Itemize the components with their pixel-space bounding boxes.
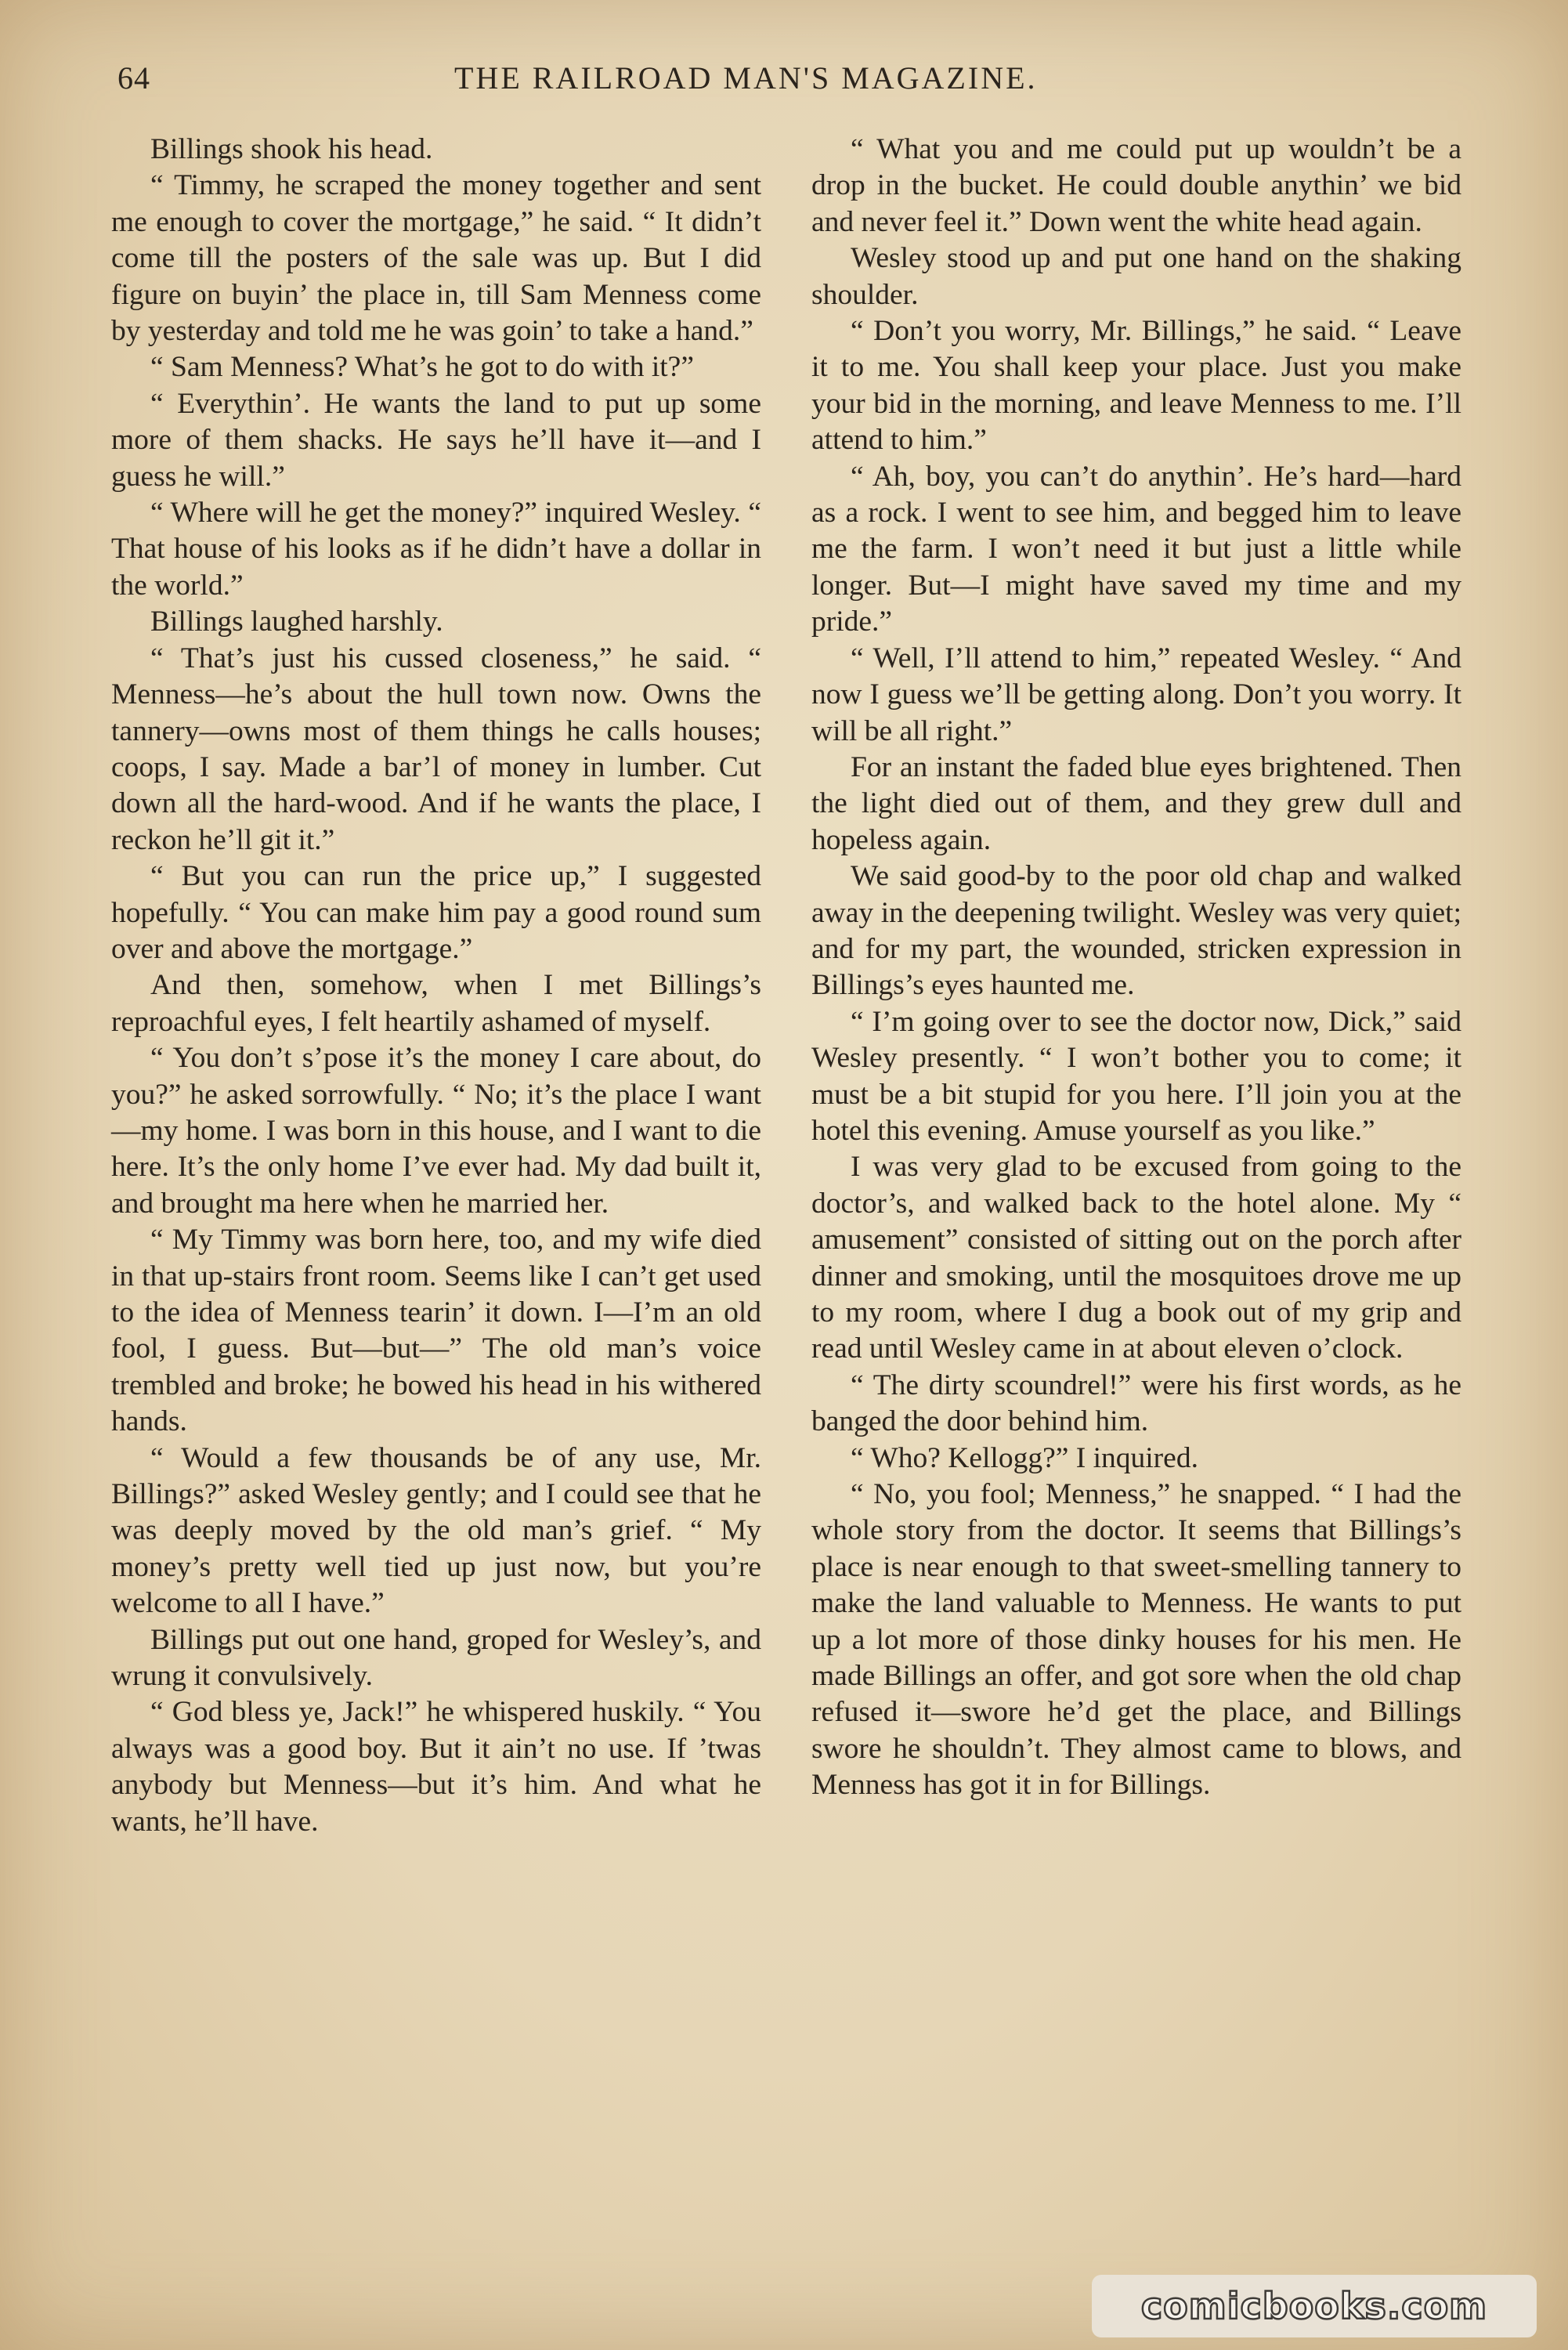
paragraph: “ I’m going over to see the doctor now, Dick,” said Wesley presently. “ I won’t bother you to come; it must be a bit stupid for you here. I’ll join you at the hotel this evening. Amuse yourself as you like.” xyxy=(811,1005,1461,1147)
paragraph: “ Where will he get the money?” inquired Wesley. “ That house of his looks as if he didn’t have a dollar in the world.” xyxy=(111,497,761,602)
paragraph: “ That’s just his cussed closeness,” he said. “ Menness—he’s about the hull town now. Owns the tannery—owns most of them things he calls houses; coops, I say. Made a bar’l of money in lumber. Cut down all the hard-wood. And if he wants the place, I reckon he’ll git it.” xyxy=(111,642,761,856)
paragraph: “ Everythin’. He wants the land to put up some more of them shacks. He says he’ll have it—and I guess he will.” xyxy=(111,387,761,493)
watermark-logo: comicbooks.com xyxy=(1092,2275,1537,2337)
left-column xyxy=(111,132,761,1840)
page-number: 64 xyxy=(117,60,150,96)
paragraph: “ Sam Menness? What’s he got to do with it?” xyxy=(150,351,694,384)
paragraph: I was very glad to be excused from going to the doctor’s, and walked back to the hotel alone. My “ amusement” consisted of sitting out on the porch after dinner and smoking, until the mosquitoes drove me up to my room, where I dug a book out of my grip and read until Wesley came in at about eleven o’clock. xyxy=(811,1151,1461,1365)
paragraph: “ Would a few thousands be of any use, Mr. Billings?” asked Wesley gently; and I could see that he was deeply moved by the old man’s grief. “ My money’s pretty well tied up just now, but you’re welcome to all I have.” xyxy=(111,1441,761,1620)
paragraph: “ You don’t s’pose it’s the money I care about, do you?” he asked sorrowfully. “ No; it’s the place I want—my home. I was born in this house, and I want to die here. It’s the only home I’ve ever had. My dad built it, and brought ma here when he married her. xyxy=(111,1042,761,1220)
paragraph: Wesley stood up and put one hand on the shaking shoulder. xyxy=(811,242,1461,311)
paragraph: Billings shook his head. xyxy=(150,133,433,165)
running-head: THE RAILROAD MAN'S MAGAZINE. xyxy=(454,60,1038,96)
paragraph: “ The dirty scoundrel!” were his first words, as he banged the door behind him. xyxy=(811,1368,1461,1438)
paragraph: We said good-by to the poor old chap and walked away in the deepening twilight. Wesley was very quiet; and for my part, the wounded, stricken expression in Billings’s eyes haunted me. xyxy=(811,860,1461,1002)
paragraph: “ Who? Kellogg?” I inquired. xyxy=(851,1441,1198,1474)
paragraph: “ Timmy, he scraped the money together and sent me enough to cover the mortgage,” he said. “ It didn’t come till the posters of the sale was up. But I did figure on buyin’ the place in, till Sam Menness come by yesterday and told me he was goin’ to take a hand.” xyxy=(111,169,761,348)
paragraph: And then, somehow, when I met Billings’s reproachful eyes, I felt heartily ashamed of myself. xyxy=(111,969,761,1038)
paragraph: For an instant the faded blue eyes brightened. Then the light died out of them, and they grew dull and hopeless again. xyxy=(811,750,1461,856)
paragraph: “ No, you fool; Menness,” he snapped. “ I had the whole story from the doctor. It seems that Billings’s place is near enough to that sweet-smelling tannery to make the land valuable to Menness. He wants to put up a lot more of those dinky houses for his men. He made Billings an offer, and got sore when the old chap refused it—swore he’d get the place, and Billings swore he shouldn’t. They almost came to blows, and Menness has got it in for Billings. xyxy=(811,1478,1461,1802)
paragraph: “ Don’t you worry, Mr. Billings,” he said. “ Leave it to me. You shall keep your place. Just you make your bid in the morning, and leave Menness to me. I’ll attend to him.” xyxy=(811,315,1461,457)
paragraph: “ What you and me could put up wouldn’t be a drop in the bucket. He could double anythin’ we bid and never feel it.” Down went the white head again. xyxy=(811,133,1461,238)
paragraph: Billings laughed harshly. xyxy=(150,606,443,638)
paragraph: “ God bless ye, Jack!” he whispered huskily. “ You always was a good boy. But it ain’t no use. If ’twas anybody but Menness—but it’s him. And what he wants, he’ll have. xyxy=(111,1696,761,1838)
right-column xyxy=(811,132,1461,1804)
paragraph: “ Well, I’ll attend to him,” repeated Wesley. “ And now I guess we’ll be getting along. Don’t you worry. It will be all right.” xyxy=(811,642,1461,747)
paragraph: “ My Timmy was born here, too, and my wife died in that up-stairs front room. Seems like I can’t get used to the idea of Menness tearin’ it down. I—I’m an old fool, I guess. But—but—” The old man’s voice trembled and broke; he bowed his head in his withered hands. xyxy=(111,1224,761,1438)
paragraph: Billings put out one hand, groped for Wesley’s, and wrung it convulsively. xyxy=(111,1623,761,1693)
paragraph: “ Ah, boy, you can’t do anythin’. He’s hard—hard as a rock. I went to see him, and begged him to leave me the farm. I won’t need it but just a little while longer. But—I might have saved my time and my pride.” xyxy=(811,460,1461,638)
paragraph: “ But you can run the price up,” I suggested hopefully. “ You can make him pay a good round sum over and above the mortgage.” xyxy=(111,860,761,965)
